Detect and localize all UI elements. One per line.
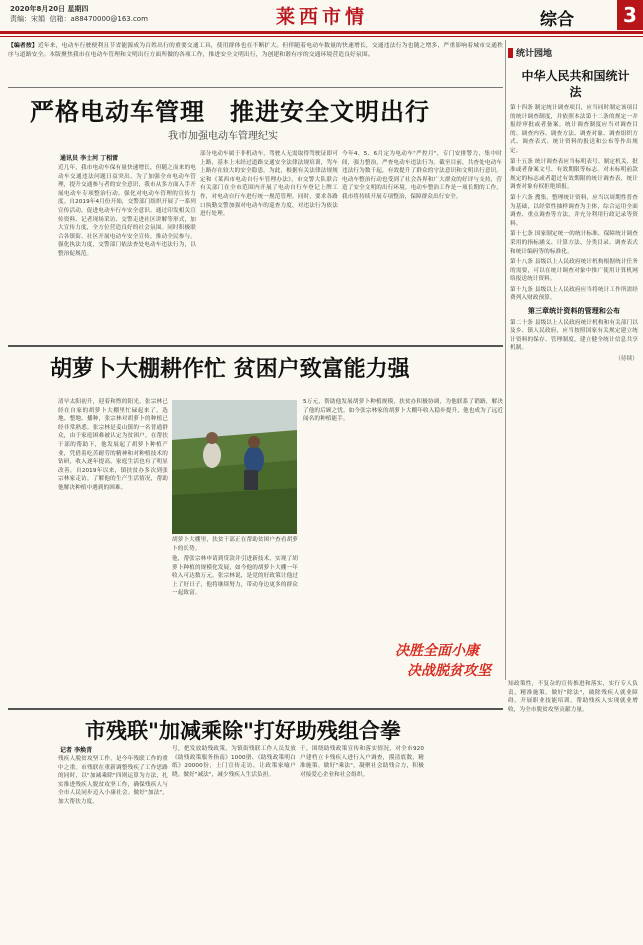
- masthead: 莱西市情: [275, 6, 368, 28]
- slogan-line2: 决战脱贫攻坚: [407, 663, 491, 679]
- header-rule: [0, 31, 643, 34]
- header-date: 2020年8月20日 星期四: [10, 5, 89, 13]
- sidebar-marker-icon: [508, 48, 513, 58]
- sidebar-p3: 第十六条 搜集、整理统计资料，应当以周期性普查为基础，以经常性抽样调查为主体，综合运用全面调查、重点调查等方法，并充分利用行政记录等资料。: [510, 194, 638, 227]
- article1-subtitle: 我市加强电动车管理纪实: [168, 131, 278, 142]
- sidebar-end: （待续）: [615, 356, 638, 363]
- article3-col2: 号，把发放助残政策，为镇街残联工作人员发放《助残政策服务指南》1000册、《助残政策明白纸》20000份，上门宣传走访，让政策家喻户晓。做好"减法"，减少残疾人生活负担。: [172, 746, 296, 778]
- sidebar-p1: 第十四条 制定统计调查项目，应当同时制定该项目的统计调查制度，并依照本法第十二条的规定一并报经审批或者备案。统计调查制度应当对调查目的、调查内容、调查方法、调查对象、调查组织方式、调查表式、统计资料的报送和公布等作出规定。: [510, 105, 638, 154]
- article2-headline: 胡萝卜大棚耕作忙 贫困户致富能力强: [50, 356, 410, 382]
- editor-note: [8, 42, 503, 86]
- page-number: 3: [617, 0, 643, 30]
- sidebar-chapter: 第三章统计资料的管理和公布: [527, 307, 621, 316]
- sidebar-title: 中华人民共和国统计法: [521, 69, 630, 99]
- section-title: 综合: [540, 10, 574, 30]
- divider: [8, 708, 503, 710]
- article3-byline: 记者 李焕青: [60, 747, 93, 754]
- article2-col2: 他，帮张宗林申请到贷款并引进新技术，实现了胡萝卜种植的规模化发展，如今他的胡萝卜大棚一年收入可达数万元。张宗林说，是党的好政策让他过上了好日子，他将继续努力，带动身边更多的群众一起致富。: [172, 556, 298, 597]
- article1-col3: 今年4、5、6月定为电动车"严控月"，专门安排警力，集中时间，强力整治，严查电动车违法行为。截至目前，共查处电动车违法行为数千起，有效提升了群众的守法意识和文明出行意识。电动车整治行动也受到了社会各界和广大群众的好评与支持，营造了安全文明的出行环境。电动车整治工作是一项长期的工作，我市将持续开展专项整治，保障群众出行安全。: [342, 151, 502, 200]
- header-info: [10, 4, 148, 24]
- sidebar-p2: 第十五条 统计调查表应当标明表号、制定机关、批准或者备案文号、有效期限等标志。对未标明前款规定的标志或者超过有效期限的统计调查表，统计调查对象有权拒绝填报。: [510, 158, 638, 191]
- editor-note-label: 【编者按】: [8, 43, 38, 49]
- article3-col4: 知政策性，不复杂的宣传推进和落实，实行专人负责，精准施策。做好"除法"，破除残疾人就业障碍，开展职业技能培训，帮助残疾人实现就业增收，为全市脱贫攻坚贡献力量。: [508, 681, 638, 713]
- article3-col3: 千，围绕助残政策宣传和落实情况，对全市920户建档立卡残疾人进行入户调查，摸清底数，精准施策。做好"乘法"，凝聚社会助残合力，积极对接爱心企业和社会组织。: [300, 746, 424, 778]
- article2-col3: 5万元，帮助他发展胡萝卜种植规模，扶贫办积极协调，为他联系了销路，解决了他的后顾之忧。如今张宗林家的胡萝卜大棚年收入稳步提升，他也成为了远近闻名的种植能手。: [303, 399, 503, 423]
- sidebar-p5: 第十八条 县级以上人民政府统计机构根据统计任务的需要，可以在统计调查对象中推广使用计算机网络报送统计资料。: [510, 259, 638, 283]
- header-editor: 责编：宋娟: [10, 15, 45, 23]
- sidebar-p6: 第十九条 县级以上人民政府应当将统计工作所需经费列入财政预算。: [510, 286, 638, 302]
- divider: [8, 345, 503, 347]
- header-rule-thin: [0, 36, 643, 37]
- article3-col1: 残疾人脱贫攻坚工作，是今年残联工作的重中之重。市残联在重新调整残疾了工作思路的同时，以"加减乘除"四则运算为方法，扎实推进残疾人脱贫攻坚工作，确保残疾人与全市人民同步迈入小康社会。做好"加法"，加大帮扶力度。: [58, 756, 168, 805]
- carrot-field-photo: [172, 400, 297, 534]
- header-email: 信箱：a88470000@163.com: [49, 15, 148, 23]
- editor-note-text: 近年来，电动车行驶便利且节省能源成为百姓出行的重要交通工具，使用群体也在不断扩大。但伴随着电动车数量的快速增长，交通违法行为也随之增多，严重影响着城市交通秩序与道路安全。本版聚焦我市在电动车管理和文明出行方面所做的各项工作，推进安全文明出行，为创建和谐有序的交通环境营造良好氛围。: [8, 43, 503, 58]
- article3-headline: 市残联"加减乘除"打好助残组合拳: [85, 718, 401, 743]
- article1-col2: 部分电动车属于非机动车，驾驶人无需取得驾驶证即可上路，基本上未经过道路交通安全法律法规培训，驾车上路存在较大的安全隐患。为此，根据有关法律法规规定和《莱西市电动自行车管理办法》，市交警大队联合有关部门在全市范围内开展了电动自行车登记上牌工作，对电动自行车进行统一规范管理。同时，要求各路口执勤交警加强对电动车的巡查力度，对违法行为依法进行处理。: [200, 151, 338, 218]
- slogan-line1: 决胜全面小康: [395, 643, 479, 659]
- sidebar-header: [508, 42, 638, 59]
- sidebar-p7: 第二十条 县级以上人民政府统计机构和有关部门以及乡、镇人民政府，应当按照国家有关规定建立统计资料的保存、管理制度，建立健全统计信息共享机制。: [510, 319, 638, 352]
- photo-caption: 胡萝卜大棚里，扶贫干部正在帮助贫困户查看胡萝卜的长势。: [172, 537, 298, 552]
- sidebar-p4: 第十七条 国家制定统一的统计标准，保障统计调查采用的指标涵义、计算方法、分类目录、调查表式和统计编码等的标准化。: [510, 231, 638, 255]
- sidebar-body: [510, 104, 638, 679]
- article1-byline: 通讯员 李士河 丁相雷: [60, 155, 119, 162]
- sidebar-divider: [505, 40, 506, 680]
- slogan-banner: [395, 640, 505, 679]
- article2-col1: 清早太阳初升，迎着和煦的阳光，张宗林已经在自家的胡萝卜大棚里忙碌起来了。选地、整地、播种，张宗林对胡萝卜的种植已经非常熟悉。张宗林是姜山镇的一名普通群众，由于家庭困难被认定为贫困户。在帮扶干部的帮助下，他发展起了胡萝卜种植产业，凭借着吃苦耐劳的精神和对种植技术的钻研，收入逐年提高，家庭生活也有了明显改善。自2019年以来，镇扶贫办多次到张宗林家走访，了解他的生产生活情况，帮助他解决种植中遇到的困难。: [58, 399, 168, 491]
- divider: [8, 87, 503, 88]
- sidebar-label: 统计园地: [516, 49, 553, 59]
- farm-photo: [172, 400, 297, 534]
- article1-col1: 近几年，我市电动车保有量快速增长，但随之而来的电动车交通违法问题日益突出。为了加强全市电动车管理，提升交通参与者的安全意识，我市从多方面入手开展电动车专项整治行动。强化对电动车管理的宣传力度。自2019年4月份开始，交警部门组织开展了一系列宣传活动，促进电动车行车安全意识。通过印发相关宣传资料、记者现场采访、交警走进社区讲解等形式，加大宣传力度，全方位营造良好的社会氛围。同时积极联合各镇街、社区开展电动车安全宣传，推动全民参与。强化执法力度，交警部门依法查处电动车违法行为，以整治促规范。: [58, 165, 196, 257]
- article1-headline: 严格电动车管理 推进安全文明出行: [30, 97, 430, 126]
